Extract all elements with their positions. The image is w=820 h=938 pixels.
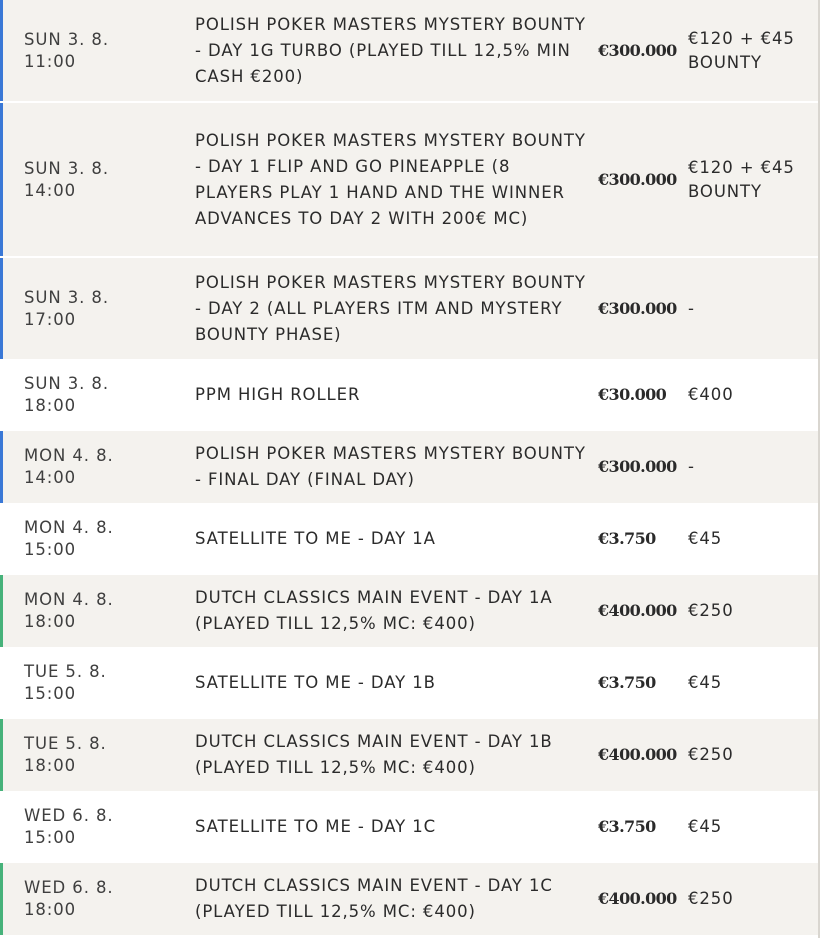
event-datetime — [0, 158, 195, 202]
event-buyin: €120 + €45 BOUNTY — [688, 28, 795, 72]
schedule-row[interactable] — [0, 575, 820, 649]
event-time: 15:00 — [24, 684, 77, 703]
event-day: WED 6. 8. — [24, 806, 114, 825]
event-datetime — [0, 805, 195, 849]
schedule-row[interactable] — [0, 361, 820, 431]
event-buyin: - — [688, 298, 695, 318]
event-guarantee: €400.000 — [598, 889, 677, 908]
event-day: MON 4. 8. — [24, 590, 114, 609]
schedule-row[interactable] — [0, 719, 820, 793]
event-time: 18:00 — [24, 612, 77, 631]
event-buyin: - — [688, 457, 695, 476]
event-day: TUE 5. 8. — [24, 662, 107, 681]
event-time: 11:00 — [24, 51, 77, 71]
schedule-row[interactable] — [0, 103, 820, 258]
event-series-stripe — [0, 719, 3, 791]
event-buyin: €120 + €45 BOUNTY — [688, 157, 795, 201]
event-guarantee: €3.750 — [598, 529, 656, 548]
event-time: 14:00 — [24, 468, 77, 487]
event-datetime — [0, 373, 195, 417]
event-series-stripe — [0, 575, 3, 647]
event-day: SUN 3. 8. — [24, 287, 109, 307]
event-series-stripe — [0, 258, 3, 359]
event-guarantee: €300.000 — [598, 298, 677, 318]
event-series-stripe — [0, 431, 3, 503]
event-datetime — [0, 661, 195, 705]
event-day: MON 4. 8. — [24, 446, 114, 465]
event-time: 15:00 — [24, 540, 77, 559]
event-datetime — [0, 29, 195, 73]
event-datetime — [0, 589, 195, 633]
event-datetime — [0, 445, 195, 489]
event-buyin: €45 — [688, 673, 723, 692]
schedule-row[interactable] — [0, 649, 820, 719]
event-buyin: €250 — [688, 889, 734, 908]
event-datetime — [0, 287, 195, 331]
event-guarantee: €30.000 — [598, 385, 667, 404]
event-name: POLISH POKER MASTERS MYSTERY BOUNTY - DAY 2 (ALL PLAYERS ITM AND MYSTERY BOUNTY PHASE) — [195, 272, 586, 344]
event-name: DUTCH CLASSICS MAIN EVENT - DAY 1C (PLAYED TILL 12,5% MC: €400) — [195, 876, 553, 921]
event-time: 18:00 — [24, 396, 77, 415]
schedule-row[interactable] — [0, 258, 820, 361]
event-guarantee: €3.750 — [598, 817, 656, 836]
event-guarantee: €300.000 — [598, 457, 677, 476]
schedule-row[interactable] — [0, 505, 820, 575]
event-name: DUTCH CLASSICS MAIN EVENT - DAY 1A (PLAYED TILL 12,5% MC: €400) — [195, 588, 553, 633]
event-time: 17:00 — [24, 309, 77, 329]
event-day: SUN 3. 8. — [24, 158, 109, 178]
event-name: POLISH POKER MASTERS MYSTERY BOUNTY - DAY 1 FLIP AND GO PINEAPPLE (8 PLAYERS PLAY 1 HAND AND THE WINNER ADVANCES TO DAY 2 WITH 200€ MC) — [195, 130, 586, 228]
event-guarantee: €400.000 — [598, 745, 677, 764]
event-name: POLISH POKER MASTERS MYSTERY BOUNTY - FINAL DAY (FINAL DAY) — [195, 444, 586, 489]
event-buyin: €45 — [688, 817, 723, 836]
event-time: 18:00 — [24, 756, 77, 775]
event-datetime — [0, 877, 195, 921]
event-day: SUN 3. 8. — [24, 29, 109, 49]
event-name: PPM HIGH ROLLER — [195, 385, 361, 404]
event-time: 15:00 — [24, 828, 77, 847]
event-series-stripe — [0, 0, 3, 101]
event-buyin: €45 — [688, 529, 723, 548]
event-guarantee: €3.750 — [598, 673, 656, 692]
event-time: 14:00 — [24, 180, 77, 200]
schedule-row[interactable] — [0, 793, 820, 863]
event-day: TUE 5. 8. — [24, 734, 107, 753]
event-buyin: €250 — [688, 745, 734, 764]
event-guarantee: €300.000 — [598, 40, 677, 60]
event-name: SATELLITE TO ME - DAY 1C — [195, 817, 437, 836]
event-time: 18:00 — [24, 900, 77, 919]
schedule-row[interactable] — [0, 431, 820, 505]
event-name: SATELLITE TO ME - DAY 1B — [195, 673, 436, 692]
event-day: MON 4. 8. — [24, 518, 114, 537]
event-name: POLISH POKER MASTERS MYSTERY BOUNTY - DAY 1G TURBO (PLAYED TILL 12,5% MIN CASH €200) — [195, 14, 586, 86]
schedule-row[interactable] — [0, 0, 820, 103]
event-day: SUN 3. 8. — [24, 374, 109, 393]
event-datetime — [0, 517, 195, 561]
event-datetime — [0, 733, 195, 777]
event-day: WED 6. 8. — [24, 878, 114, 897]
event-buyin: €400 — [688, 385, 734, 404]
event-guarantee: €400.000 — [598, 601, 677, 620]
event-series-stripe — [0, 863, 3, 935]
event-buyin: €250 — [688, 601, 734, 620]
schedule-row[interactable] — [0, 863, 820, 937]
event-series-stripe — [0, 103, 3, 256]
event-name: DUTCH CLASSICS MAIN EVENT - DAY 1B (PLAYED TILL 12,5% MC: €400) — [195, 732, 553, 777]
event-name: SATELLITE TO ME - DAY 1A — [195, 529, 436, 548]
event-guarantee: €300.000 — [598, 169, 677, 189]
